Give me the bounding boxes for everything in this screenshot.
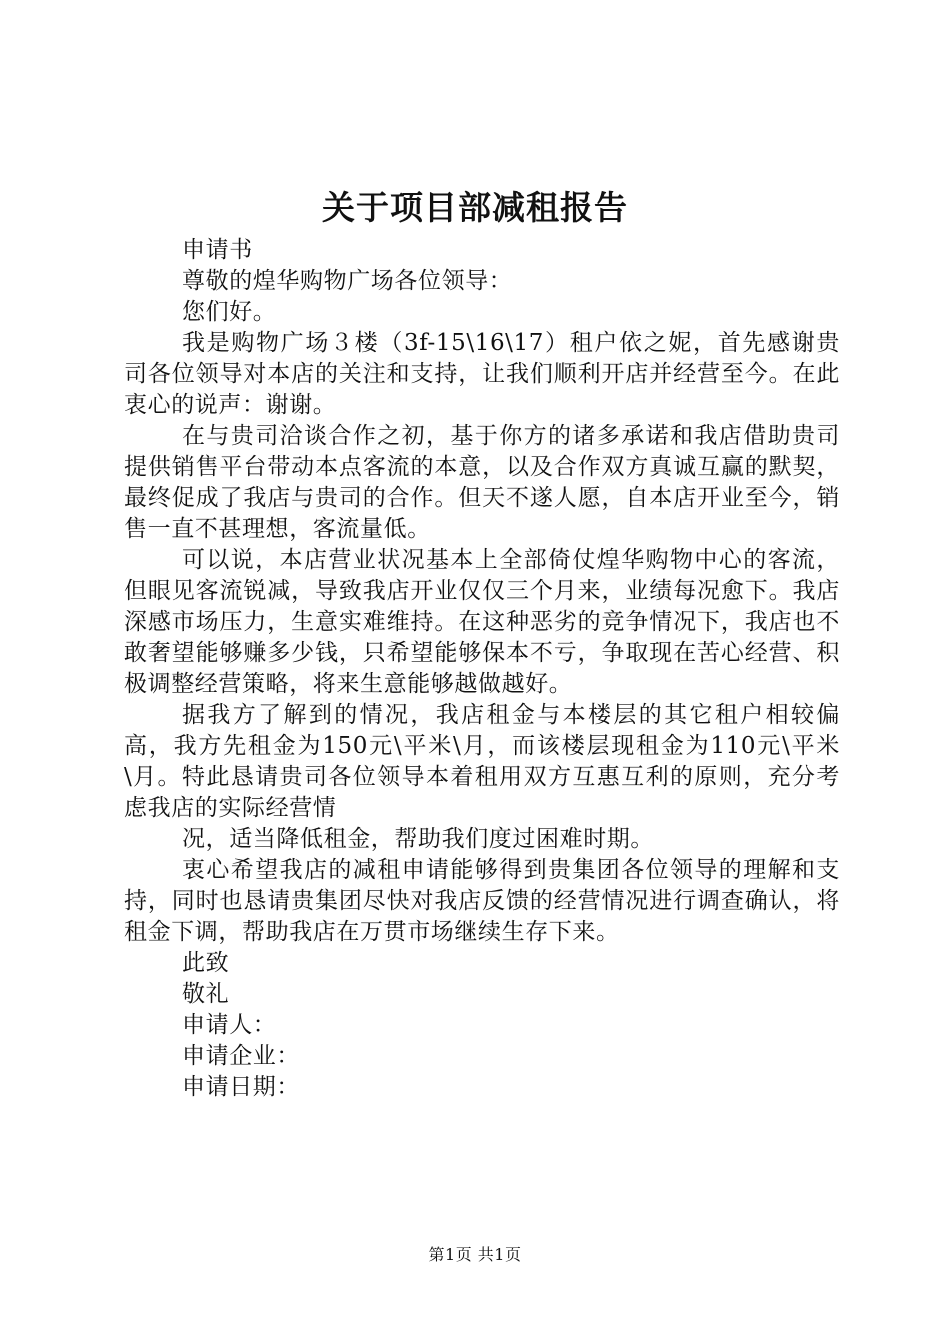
closing-ci-zhi: 此致 [182,950,230,976]
paragraph-rent-request: 况，适当降低租金，帮助我们度过困难时期。 [182,826,654,852]
paragraph-intro: 我是购物广场３楼（3f-15\16\17）租户依之妮，首先感谢贵司各位领导对本店的关注和支持，让我们顺利开店并经营至今。在此衷心的说声：谢谢。 [124,330,840,418]
document-body [124,235,840,1103]
document-heading: 申请书 [182,237,253,263]
paragraph-cooperation: 在与贵司洽谈合作之初，基于你方的诸多承诺和我店借助贵司提供销售平台带动本点客流的本意，以及合作双方真诚互赢的默契，最终促成了我店与贵司的合作。但天不遂人愿，自本店开业至今，销售一直不甚理想，客流量低。 [124,423,840,542]
paragraph-rent-comparison: 据我方了解到的情况，我店租金与本楼层的其它租户相较偏高，我方先租金为150元\平米\月，而该楼层现租金为110元\平米\月。特此恳请贵司各位领导本着租用双方互惠互利的原则，充分考虑我店的实际经营情 [124,702,840,821]
paragraph-hope: 衷心希望我店的减租申请能够得到贵集团各位领导的理解和支持，同时也恳请贵集团尽快对我店反馈的经营情况进行调查确认，将租金下调，帮助我店在万贯市场继续生存下来。 [124,857,840,945]
closing-jing-li: 敬礼 [182,981,230,1007]
applicant-label: 申请人： [182,1012,277,1038]
date-label: 申请日期： [182,1074,300,1100]
paragraph-business-status: 可以说，本店营业状况基本上全部倚仗煌华购物中心的客流，但眼见客流锐减，导致我店开业仅仅三个月来，业绩每况愈下。我店深感市场压力，生意实难维持。在这种恶劣的竞争情况下，我店也不敢奢望能够赚多少钱，只希望能够保本不亏，争取现在苦心经营、积极调整经营策略，将来生意能够越做越好。 [124,547,840,697]
document-title: 关于项目部减租报告 [322,188,628,227]
company-label: 申请企业： [182,1043,300,1069]
salutation: 尊敬的煌华购物广场各位领导： [182,268,513,294]
page-footer: 第1页 共1页 [428,1245,522,1264]
greeting: 您们好。 [182,299,277,325]
